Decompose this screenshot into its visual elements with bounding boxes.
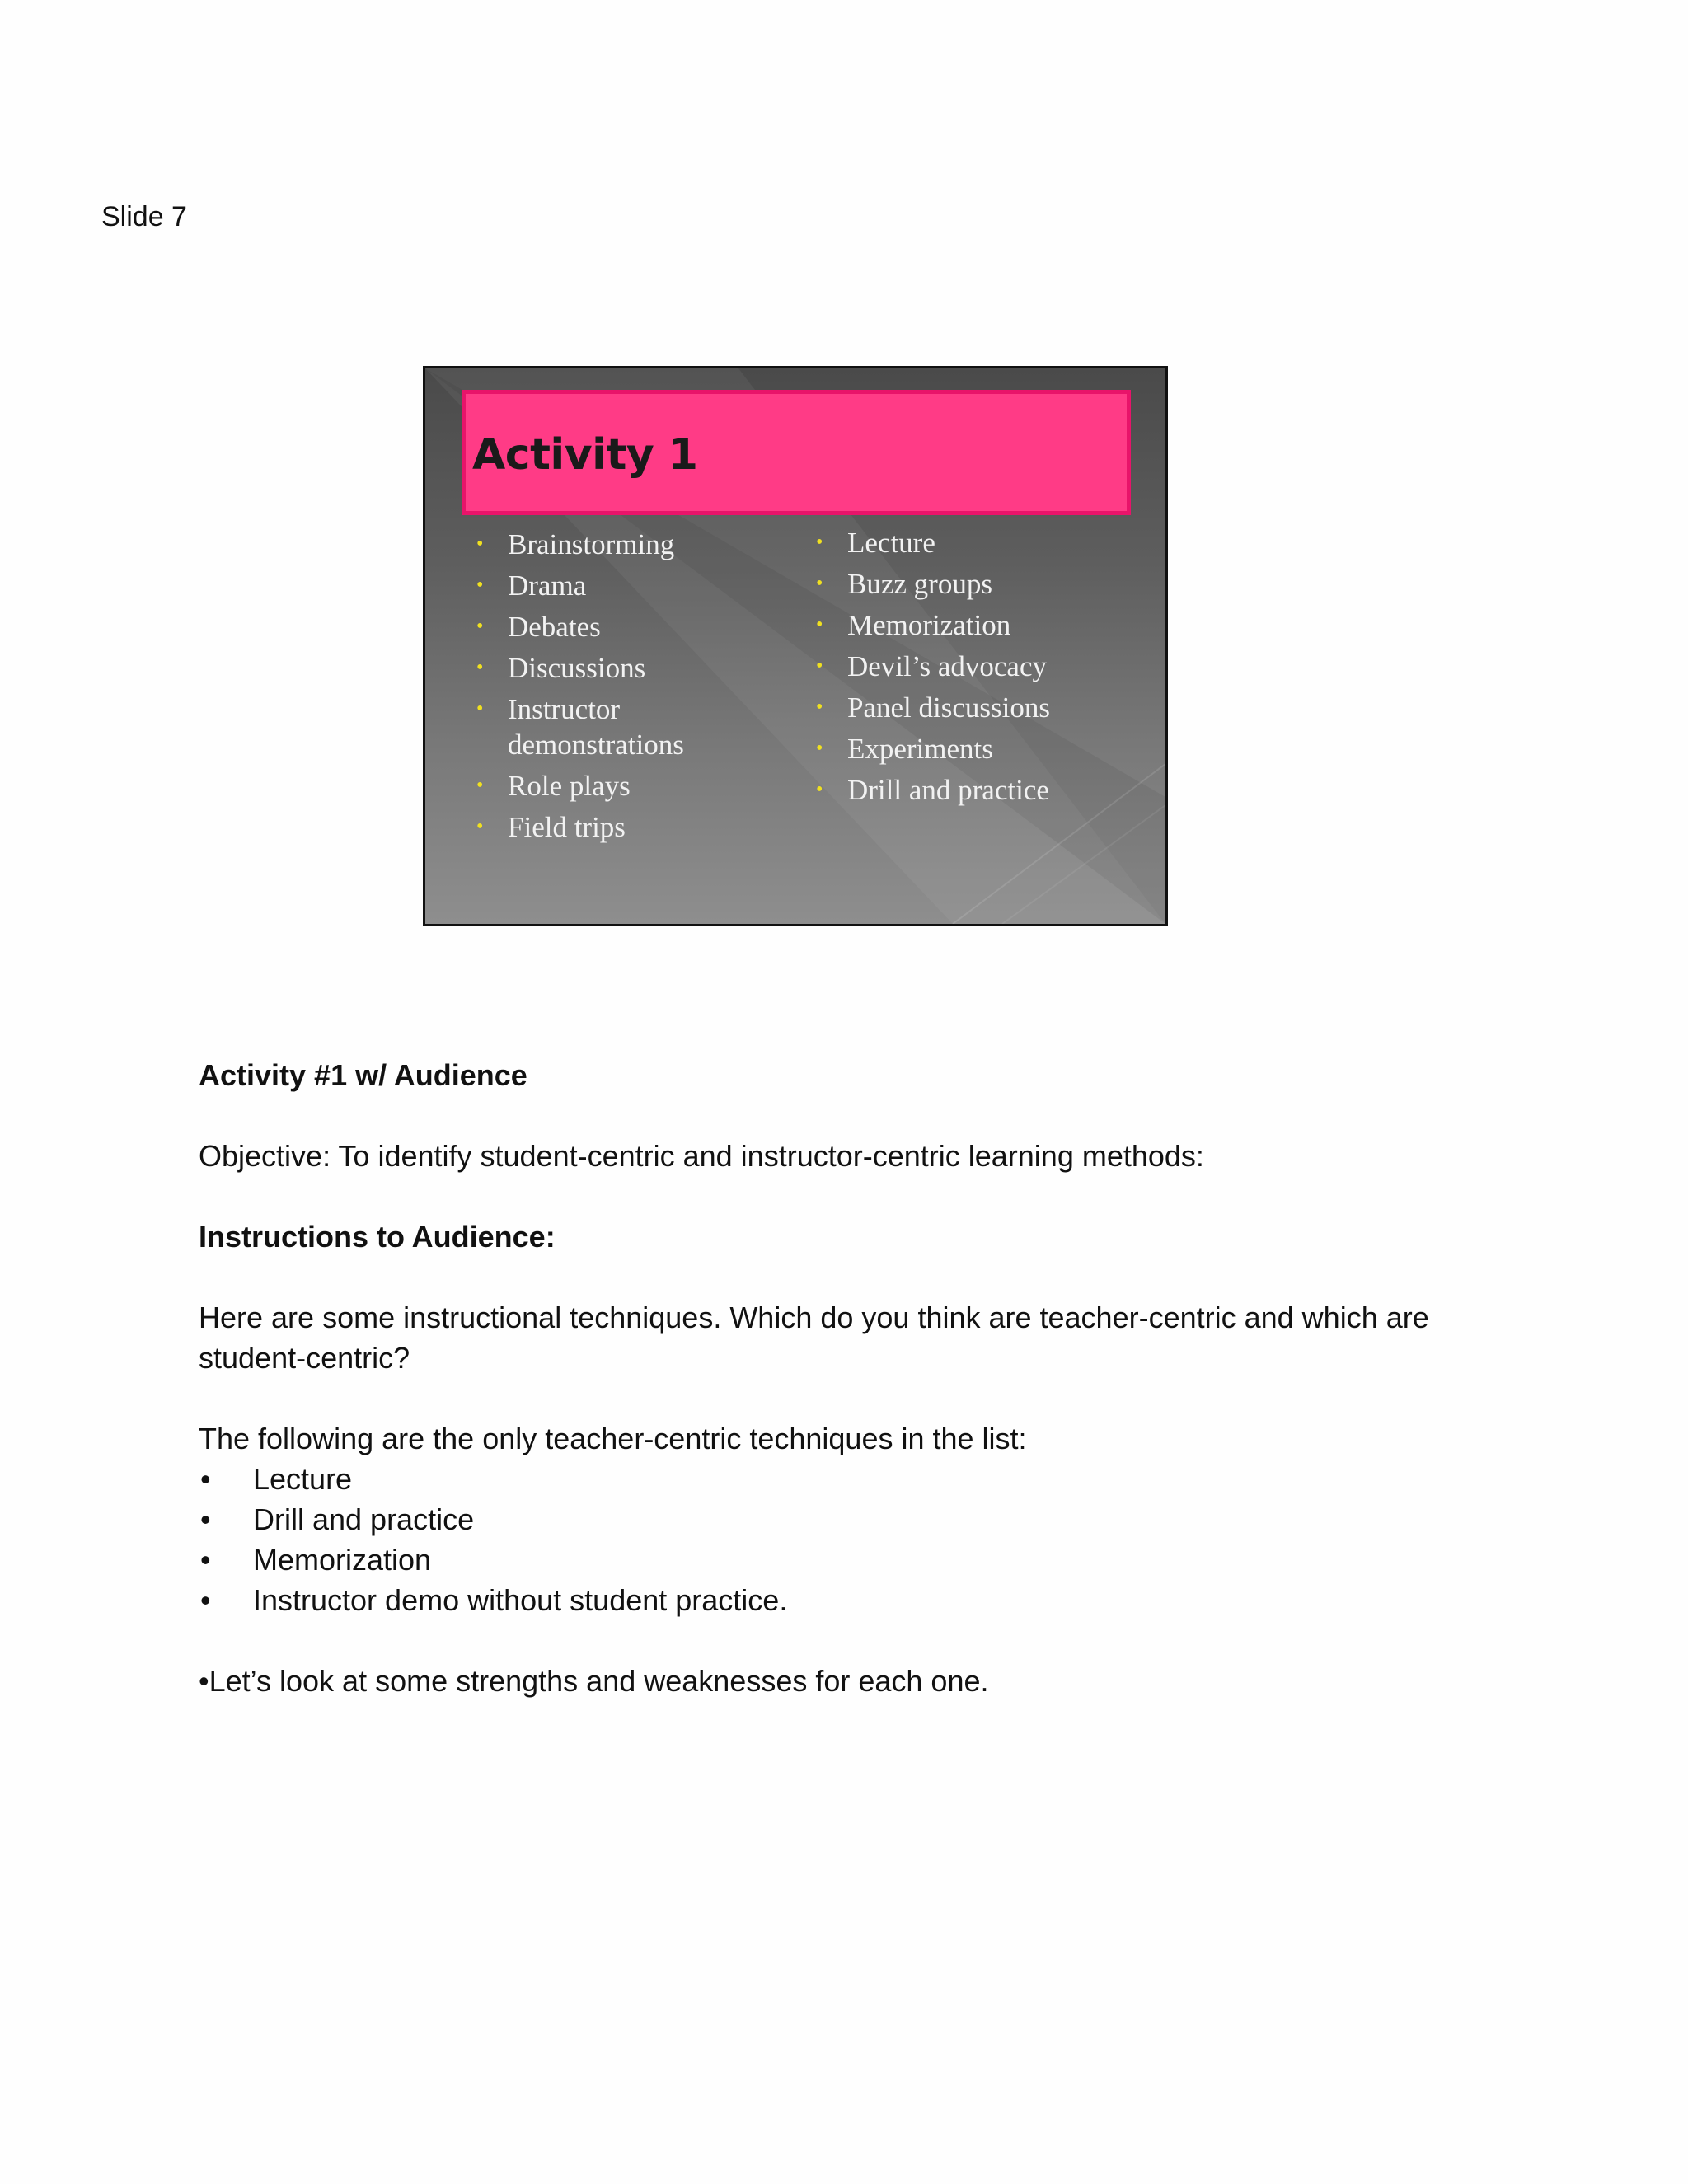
instructions-heading: Instructions to Audience: [199, 1220, 556, 1254]
slide-left-list [471, 527, 793, 851]
bullet-icon: • [816, 532, 823, 553]
list-item: • Lecture [199, 1459, 1501, 1499]
slide-list-item: • Brainstorming [476, 528, 675, 560]
teacher-centric-list [199, 1459, 1501, 1620]
slide-label: Slide 7 [101, 201, 187, 232]
notes-question: Here are some instructional techniques. Which do you think are teacher-centric and which are student-centric? [199, 1301, 1429, 1375]
notes-objective: Objective: To identify student-centric and instructor-centric learning methods: [199, 1139, 1204, 1173]
slide-list-item: • Devil’s advocacy [816, 650, 1047, 682]
bullet-icon: • [816, 573, 823, 594]
bullet-icon: • [200, 1502, 211, 1536]
bullet-icon: • [816, 655, 823, 677]
slide-list-item: • Discussions [476, 652, 646, 684]
slide-title: Activity 1 [472, 430, 698, 480]
slide-list-item: • Field trips [476, 811, 626, 843]
bullet-icon: • [200, 1543, 211, 1577]
slide-list-item: • Memorization [816, 609, 1011, 641]
slide-right-list [811, 525, 1157, 813]
bullet-icon: • [200, 1583, 211, 1617]
speaker-notes [199, 1055, 1501, 1701]
slide-list-item: • Drama [476, 569, 587, 602]
slide-list-item: • Instructor demonstrations [476, 693, 684, 761]
slide-list-item: • Panel discussions [816, 691, 1050, 724]
bullet-icon: • [816, 696, 823, 718]
bullet-icon: • [816, 738, 823, 759]
bullet-icon: • [200, 1462, 211, 1496]
list-item: • Instructor demo without student practice. [199, 1580, 1501, 1620]
notes-closing: •Let’s look at some strengths and weaknesses for each one. [199, 1664, 989, 1698]
slide-list-item: • Drill and practice [816, 774, 1049, 806]
list-item: • Drill and practice [199, 1499, 1501, 1540]
bullet-icon: • [476, 775, 484, 796]
bullet-icon: • [476, 574, 484, 596]
bullet-icon: • [816, 614, 823, 635]
bullet-icon: • [476, 698, 484, 719]
slide-list-item: • Role plays [476, 770, 631, 802]
slide-title-box [462, 390, 1131, 515]
bullet-icon: • [476, 657, 484, 678]
slide-list-item: • Buzz groups [816, 568, 992, 600]
bullet-icon: • [476, 533, 484, 555]
notes-heading: Activity #1 w/ Audience [199, 1058, 528, 1092]
slide-list-item: • Experiments [816, 733, 993, 765]
list-item: • Memorization [199, 1540, 1501, 1580]
slide-list-item: • Debates [476, 611, 601, 643]
bullet-icon: • [816, 779, 823, 800]
bullet-icon: • [476, 816, 484, 837]
notes-list-intro: The following are the only teacher-centric techniques in the list: [199, 1422, 1027, 1455]
slide-list-item: • Lecture [816, 527, 935, 559]
slide-thumbnail [423, 366, 1168, 926]
bullet-icon: • [476, 616, 484, 637]
